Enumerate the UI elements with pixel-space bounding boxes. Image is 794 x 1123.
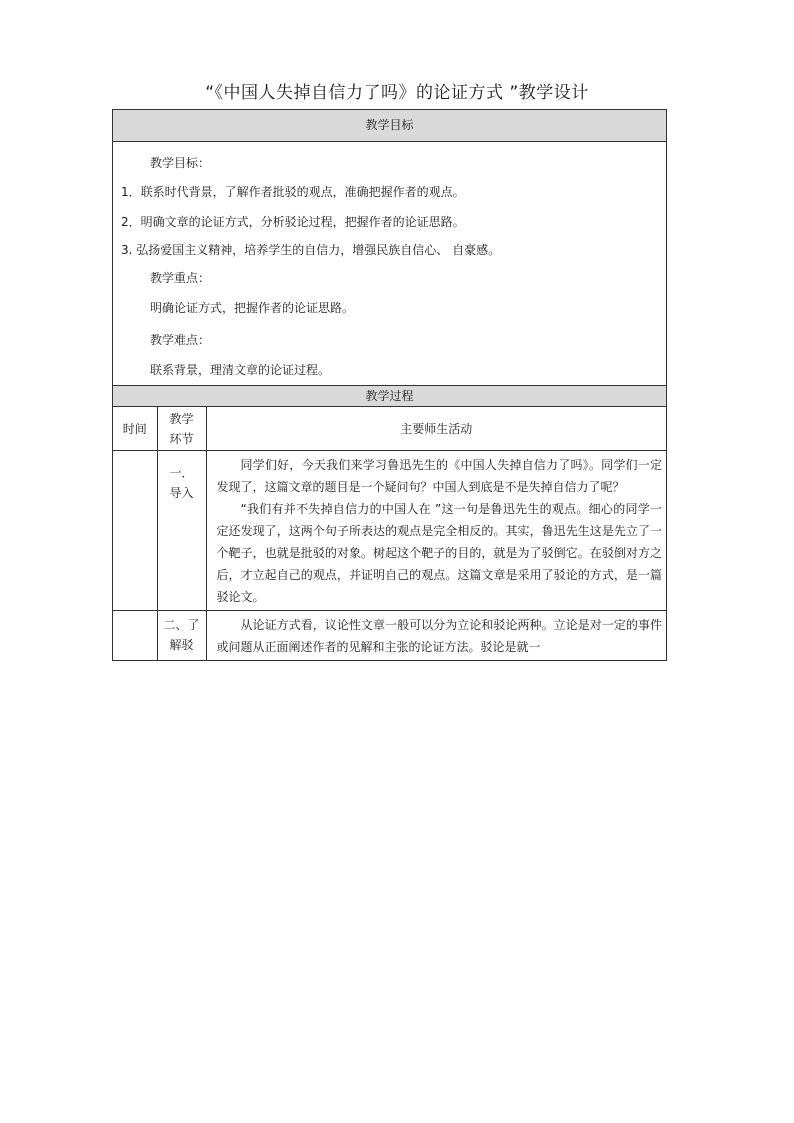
- time-cell: [113, 611, 157, 661]
- goals-label: 教学目标：: [150, 156, 211, 170]
- goal-item-3: 3. 弘扬爱国主义精神，培养学生的自信力，增强民族自信心、 自豪感。: [121, 243, 501, 257]
- activity-paragraph: 同学们好，今天我们来学习鲁迅先生的《中国人失掉自信力了吗》。同学们一定发现了，这篇文章的题目是一个疑问句？中国人到底是不是失掉自信力了呢？: [216, 458, 662, 494]
- process-table-header-row: [113, 407, 666, 451]
- activity-paragraph: “我们有并不失掉自信力的中国人在 ”这一句是鲁迅先生的观点。细心的同学一定还发现了，这两个句子所表达的观点是完全相反的。其实，鲁迅先生这是先立了一个靶子，也就是批驳的对象。树起这个靶子的目的，就是为了驳倒它。在驳倒对方之后，才立起自己的观点，并证明自己的观点。这篇文章是采用了驳论的方式，是一篇驳论文。: [216, 502, 662, 604]
- activity-cell: [206, 451, 666, 611]
- activity-paragraph: 从论证方式看，议论性文章一般可以分为立论和驳论两种。立论是对一定的事件或问题从正面阐述作者的见解和主张的论证方法。驳论是就一: [216, 618, 662, 654]
- stage-cell: 一． 导入: [157, 451, 206, 611]
- activity-cell: [206, 611, 666, 661]
- column-header-stage: 教学 环节: [157, 407, 206, 451]
- column-header-activity: 主要师生活动: [206, 407, 666, 451]
- lesson-plan-table: [112, 109, 667, 661]
- goals-section-header: 教学目标: [113, 110, 666, 142]
- process-table: [113, 407, 666, 660]
- document-title: “《中国人失掉自信力了吗》的论证方式 ”教学设计: [205, 83, 589, 103]
- process-section-header: 教学过程: [113, 386, 666, 407]
- table-row: [113, 451, 666, 611]
- stage-cell: 二、了 解驳: [157, 611, 206, 661]
- key-point-label: 教学重点：: [150, 271, 211, 285]
- table-row: [113, 611, 666, 661]
- difficulty-text: 联系背景，理清文章的论证过程。: [150, 363, 331, 377]
- column-header-time: 时间: [113, 407, 157, 451]
- goal-item-1: 1．联系时代背景，了解作者批驳的观点，准确把握作者的观点。: [121, 185, 465, 199]
- goals-section-body: [113, 142, 666, 386]
- time-cell: [113, 451, 157, 611]
- key-point-text: 明确论证方式，把握作者的论证思路。: [150, 301, 355, 315]
- difficulty-label: 教学难点：: [150, 333, 211, 347]
- goal-item-2: 2．明确文章的论证方式，分析驳论过程，把握作者的论证思路。: [121, 215, 465, 229]
